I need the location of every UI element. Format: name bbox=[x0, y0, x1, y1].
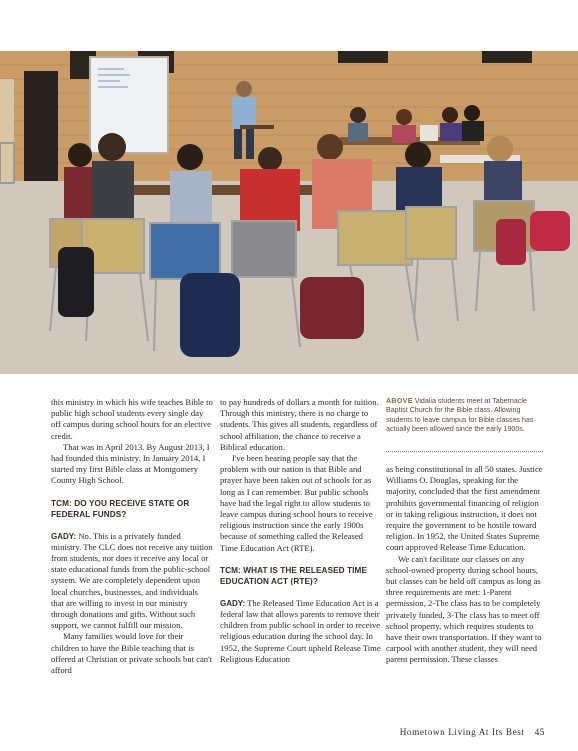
caption-divider bbox=[386, 451, 543, 452]
answer-text: The Released Time Education Act is a federal law that allows parents to remove their children from public school in order to receive religious education during the school day. In 1952, the Supreme Court upheld Release Time Religious Education bbox=[220, 597, 381, 664]
body-paragraph: I've been hearing people say that the problem with our nation is that Bible and prayer have been taken out of schools for as long as I can remember. But public schools have had the legal right to allow students to leave campus during school hours to receive religious instruction since the early 1900s because of something called the Released Time Education Act (RTE). bbox=[220, 453, 373, 553]
page-footer bbox=[400, 727, 545, 737]
article-column-1 bbox=[51, 397, 213, 676]
photo-caption bbox=[386, 397, 546, 435]
magazine-name: Hometown Living At Its Best bbox=[399, 727, 525, 737]
caption-label: ABOVE bbox=[386, 397, 413, 405]
classroom-photo bbox=[0, 51, 578, 374]
body-paragraph: We can't facilitate our classes on any school-owned property during school hours, but classes can be held off campus as long as three requirements are met: 1-Parent permission, 2-The class has to be completely privately funded, 3-The class has to meet off school property, which requires students to have their own transportation. If they want to carpool with another student, they will need parent permission. These classes bbox=[386, 553, 542, 665]
answer-speaker: GADY: bbox=[220, 598, 246, 608]
answer-speaker: GADY: bbox=[51, 531, 77, 541]
interview-answer bbox=[220, 598, 382, 665]
interview-question: TCM: DO YOU RECEIVE STATE OR FEDERAL FUNDS? bbox=[51, 498, 190, 519]
page-number: 45 bbox=[534, 727, 545, 737]
body-paragraph: That was in April 2013. By August 2013, I had founded this ministry. In January 2014, I started my first Bible class at Montgomery County High School. bbox=[51, 441, 210, 486]
body-paragraph: this ministry in which his wife teaches Bible to public high school students every single day off campus during school hours for an elective credit. bbox=[51, 397, 213, 441]
answer-text: No. This is a privately funded ministry. The CLC does not receive any tuition from students, nor does it receive any local or state educational funds from the public-school system. We are completely dependent upon local churches, businesses, and individuals that are willing to invest in our ministry through donations and gifts. Without such support, we cannot fulfill our mission. bbox=[51, 530, 213, 631]
interview-answer bbox=[51, 531, 213, 632]
article-column-2 bbox=[220, 397, 382, 665]
body-paragraph: to pay hundreds of dollars a month for tuition. Through this ministry, there is no charge to students. This gives all students, regardless of school affiliation, the chance to receive a Biblical education. bbox=[220, 397, 379, 452]
body-paragraph: Many families would love for their children to have the Bible teaching that is offered at Christian or private schools but can't afford bbox=[51, 631, 213, 676]
article-column-3 bbox=[386, 464, 548, 666]
classroom-photo-illustration bbox=[0, 51, 578, 374]
body-paragraph: as being constitutional in all 50 states. Justice Williams O. Douglas, speaking for the majority, concluded that the first amendment prohibits governmental financing of religion or in taking religious instruction, it does not require the government to be hostile toward religion. In 1952, the United States Supreme court approved Release Time Education. bbox=[386, 464, 543, 553]
caption-text: Vidalia students meet at Tabernacle Baptist Church for the Bible class. Allowing students to leave campus for Bible classes has actually been allowed since the early 1900s. bbox=[386, 397, 534, 434]
interview-question: TCM: WHAT IS THE RELEASED TIME EDUCATION ACT (RTE)? bbox=[220, 565, 368, 586]
